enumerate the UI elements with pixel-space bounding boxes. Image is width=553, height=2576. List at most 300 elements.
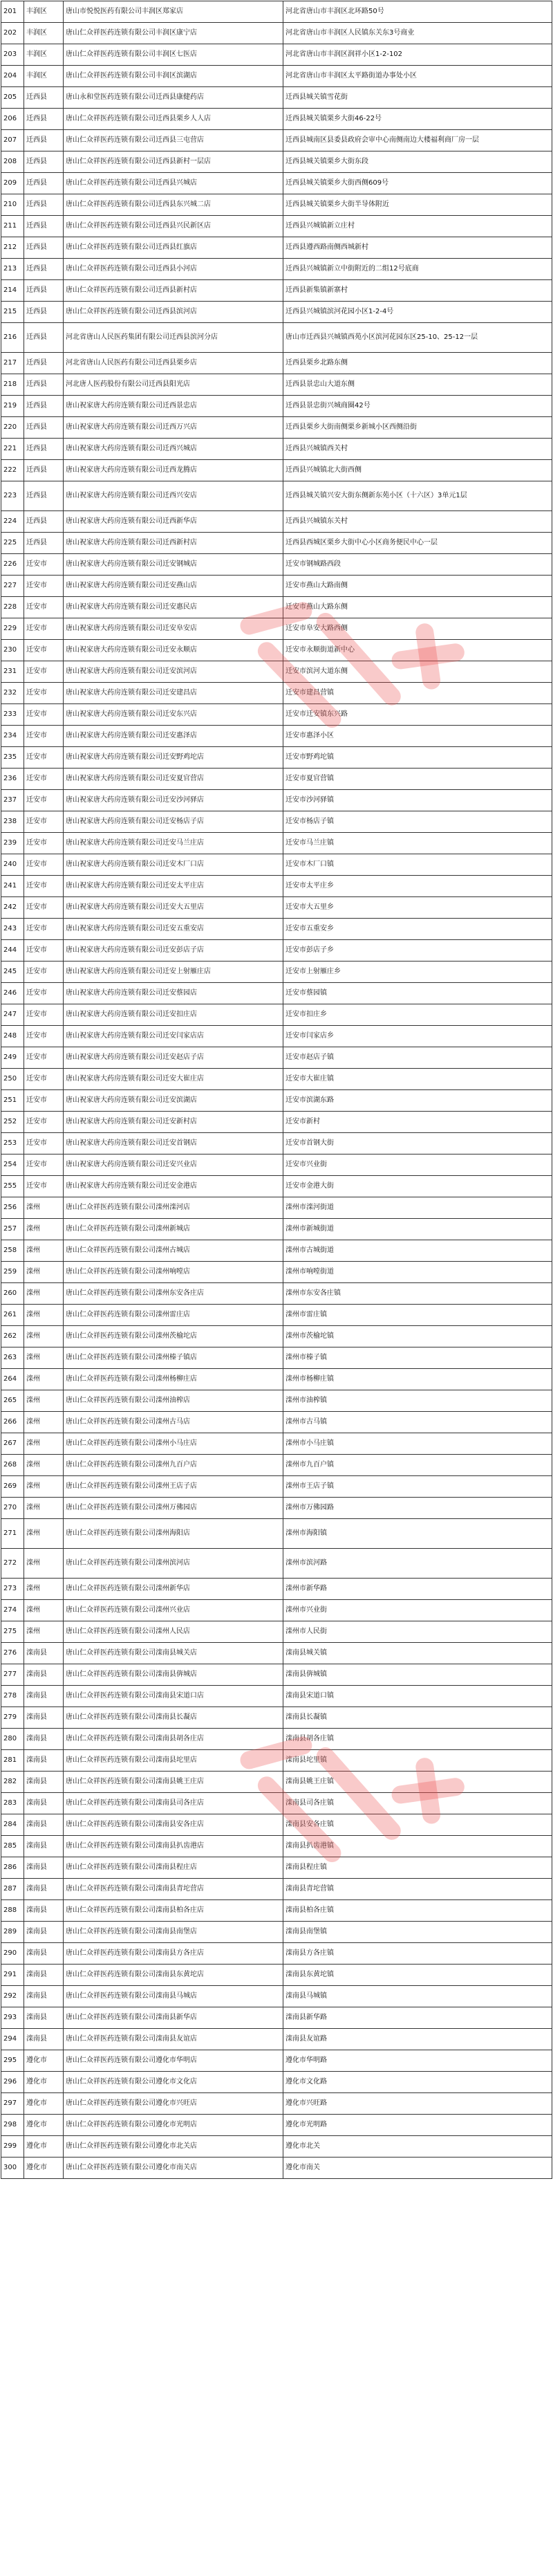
address-cell: 滦南县马城镇 [283,1986,552,2007]
district-cell: 滦南县 [24,1643,64,1664]
district-cell: 迁西县 [24,533,64,554]
address-cell: 迁安市五重安乡 [283,919,552,940]
row-number: 231 [1,661,24,683]
table-row [1,618,552,640]
row-number: 216 [1,323,24,353]
table-row [1,769,552,790]
table-row [1,109,552,130]
address-cell: 滦州市人民街 [283,1621,552,1643]
table-row [1,1369,552,1390]
district-cell: 迁安市 [24,1047,64,1069]
row-number: 206 [1,109,24,130]
district-cell: 滦南县 [24,1707,64,1729]
table-row [1,533,552,554]
store-name-cell: 唐山永和堂医药连锁有限公司迁西县康健药店 [64,87,283,109]
address-cell: 迁安市首钢大街 [283,1133,552,1154]
store-name-cell: 唐山仁众祥医药连锁有限公司滦南县司各庄店 [64,1793,283,1814]
row-number: 233 [1,704,24,726]
district-cell: 滦州 [24,1498,64,1519]
district-cell: 迁安市 [24,618,64,640]
row-number: 249 [1,1047,24,1069]
address-cell: 滦州市新城街道 [283,1219,552,1240]
row-number: 257 [1,1219,24,1240]
district-cell: 滦州 [24,1197,64,1219]
row-number: 293 [1,2007,24,2029]
district-cell: 滦南县 [24,1814,64,1836]
row-number: 261 [1,1305,24,1326]
district-cell: 迁安市 [24,854,64,876]
address-cell: 滦南县坨里镇 [283,1750,552,1772]
store-name-cell: 唐山仁众祥医药连锁有限公司滦南县胡各庄店 [64,1729,283,1750]
row-number: 269 [1,1476,24,1498]
table-row [1,1,552,23]
district-cell: 滦州 [24,1621,64,1643]
table-row [1,683,552,704]
district-cell: 迁安市 [24,962,64,983]
address-cell: 迁西县栗乡北路东侧 [283,353,552,374]
table-row [1,876,552,897]
district-cell: 迁西县 [24,417,64,439]
district-cell: 滦州 [24,1369,64,1390]
store-name-cell: 唐山祝家唐大药房连锁有限公司迁安马兰庄店 [64,833,283,854]
address-cell: 滦州市东安各庄镇 [283,1283,552,1305]
table-row [1,811,552,833]
store-name-cell: 唐山仁众祥医药连锁有限公司滦州雷庄店 [64,1305,283,1326]
district-cell: 滦州 [24,1390,64,1412]
district-cell: 遵化市 [24,2072,64,2093]
row-number: 276 [1,1643,24,1664]
table-row [1,704,552,726]
address-cell: 迁西县城关镇雪花街 [283,87,552,109]
store-name-cell: 唐山仁众祥医药连锁有限公司迁西县红旗店 [64,237,283,259]
district-cell: 迁安市 [24,1176,64,1197]
row-number: 258 [1,1240,24,1262]
address-cell: 滦南县南堡镇 [283,1922,552,1943]
address-cell: 迁安市大崔庄镇 [283,1069,552,1090]
row-number: 289 [1,1922,24,1943]
table-row [1,1498,552,1519]
table-row [1,1519,552,1549]
district-cell: 滦州 [24,1347,64,1369]
address-cell: 迁安市燕山大路南侧 [283,576,552,597]
address-cell: 滦州市茨榆坨镇 [283,1326,552,1347]
table-row [1,1549,552,1579]
table-row [1,1579,552,1600]
store-name-cell: 唐山仁众祥医药连锁有限公司滦南县程庄店 [64,1857,283,1879]
address-cell: 滦南县姚王庄镇 [283,1772,552,1793]
row-number: 295 [1,2050,24,2072]
table-row [1,1069,552,1090]
district-cell: 滦州 [24,1476,64,1498]
table-row [1,854,552,876]
address-cell: 滦南县友谊路 [283,2029,552,2050]
district-cell: 滦南县 [24,1772,64,1793]
row-number: 250 [1,1069,24,1090]
address-cell: 迁西县兴城镇北大街西侧 [283,460,552,481]
district-cell: 迁安市 [24,790,64,811]
table-row [1,1326,552,1347]
row-number: 272 [1,1549,24,1579]
row-number: 225 [1,533,24,554]
row-number: 232 [1,683,24,704]
store-name-cell: 唐山祝家唐大药房连锁有限公司迁安东兴店 [64,704,283,726]
address-cell: 遵化市北关 [283,2136,552,2158]
address-cell: 迁西县城关镇栗乡大街半导体附近 [283,194,552,216]
address-cell: 迁西县城关镇栗乡大街东段 [283,151,552,173]
address-cell: 迁安市迁安镇东兴路 [283,704,552,726]
store-name-cell: 唐山仁众祥医药连锁有限公司遵化市南关店 [64,2158,283,2179]
store-name-cell: 唐山仁众祥医药连锁有限公司迁西县兴民新区店 [64,216,283,237]
address-cell: 迁安市蔡园镇 [283,983,552,1004]
store-name-cell: 唐山仁众祥医药连锁有限公司滦南县宋道口店 [64,1686,283,1707]
table-row [1,1729,552,1750]
address-cell: 迁安市野鸡坨镇 [283,747,552,769]
table-row [1,2158,552,2179]
district-cell: 滦州 [24,1326,64,1347]
row-number: 236 [1,769,24,790]
district-cell: 迁西县 [24,302,64,323]
district-cell: 迁安市 [24,576,64,597]
row-number: 278 [1,1686,24,1707]
store-name-cell: 唐山祝家唐大药房连锁有限公司迁安建昌店 [64,683,283,704]
district-cell: 滦南县 [24,1664,64,1686]
store-name-cell: 唐山仁众祥医药连锁有限公司滦州响嘡店 [64,1262,283,1283]
store-name-cell: 唐山仁众祥医药连锁有限公司迁西县新村一层店 [64,151,283,173]
row-number: 297 [1,2093,24,2115]
row-number: 252 [1,1112,24,1133]
district-cell: 迁西县 [24,280,64,302]
address-cell: 迁西县景忠山大道东侧 [283,374,552,396]
row-number: 221 [1,439,24,460]
table-row [1,661,552,683]
row-number: 235 [1,747,24,769]
district-cell: 迁西县 [24,481,64,511]
address-cell: 滦州市小马庄镇 [283,1433,552,1455]
row-number: 271 [1,1519,24,1549]
store-name-cell: 唐山祝家唐大药房连锁有限公司迁安阜安店 [64,618,283,640]
row-number: 260 [1,1283,24,1305]
store-name-cell: 唐山仁众祥医药连锁有限公司滦州兴业店 [64,1600,283,1621]
store-name-cell: 唐山祝家唐大药房连锁有限公司迁西景忠店 [64,396,283,417]
store-name-cell: 唐山祝家唐大药房连锁有限公司迁安滨河店 [64,661,283,683]
table-row [1,280,552,302]
store-name-cell: 唐山祝家唐大药房连锁有限公司迁安扣庄店 [64,1004,283,1026]
store-table-body [1,1,552,2179]
table-row [1,1621,552,1643]
table-row [1,1750,552,1772]
store-name-cell: 唐山仁众祥医药连锁有限公司滦南县方各庄店 [64,1943,283,1965]
store-name-cell: 河北省唐山人民医药集团有限公司迁西县滨河分店 [64,323,283,353]
row-number: 212 [1,237,24,259]
store-name-cell: 唐山祝家唐大药房连锁有限公司迁安木厂口店 [64,854,283,876]
row-number: 247 [1,1004,24,1026]
table-row [1,2136,552,2158]
table-row [1,2072,552,2093]
table-row [1,597,552,618]
address-cell: 河北省唐山市丰润区太平路街道办事处小区 [283,66,552,87]
store-name-cell: 唐山仁众祥医药连锁有限公司滦南县马城店 [64,1986,283,2007]
district-cell: 滦南县 [24,1922,64,1943]
store-name-cell: 唐山祝家唐大药房连锁有限公司迁安首钢店 [64,1133,283,1154]
store-name-cell: 唐山祝家唐大药房连锁有限公司迁西兴安店 [64,481,283,511]
address-cell: 唐山市迁西县兴城镇西苑小区滨河花园东区25-10、25-12一层 [283,323,552,353]
address-cell: 滦南县青坨营镇 [283,1879,552,1900]
table-row [1,173,552,194]
district-cell: 迁安市 [24,1112,64,1133]
district-cell: 滦州 [24,1600,64,1621]
store-name-cell: 唐山祝家唐大药房连锁有限公司迁安夏官营店 [64,769,283,790]
row-number: 251 [1,1090,24,1112]
store-name-cell: 唐山祝家唐大药房连锁有限公司迁安大五里店 [64,897,283,919]
store-name-cell: 唐山仁众祥医药连锁有限公司滦州新城店 [64,1219,283,1240]
row-number: 220 [1,417,24,439]
store-name-cell: 唐山仁众祥医药连锁有限公司滦州茨榆坨店 [64,1326,283,1347]
district-cell: 迁西县 [24,511,64,533]
district-cell: 迁西县 [24,151,64,173]
row-number: 270 [1,1498,24,1519]
table-row [1,1112,552,1133]
address-cell: 迁西县遵西路南侧西城新村 [283,237,552,259]
row-number: 245 [1,962,24,983]
address-cell: 迁安市滨河大道东侧 [283,661,552,683]
store-name-cell: 唐山仁众祥医药连锁有限公司滦州小马庄店 [64,1433,283,1455]
row-number: 204 [1,66,24,87]
table-row [1,237,552,259]
address-cell: 滦南县新华路 [283,2007,552,2029]
store-name-cell: 唐山仁众祥医药连锁有限公司滦州东安各庄店 [64,1283,283,1305]
table-row [1,747,552,769]
district-cell: 迁西县 [24,323,64,353]
table-row [1,1686,552,1707]
table-row [1,726,552,747]
address-cell: 滦州市雷庄镇 [283,1305,552,1326]
row-number: 211 [1,216,24,237]
store-name-cell: 唐山祝家唐大药房连锁有限公司迁西兴城店 [64,439,283,460]
table-row [1,2029,552,2050]
row-number: 286 [1,1857,24,1879]
address-cell: 迁西县城南区县委县政府会审中心南侧南边大楼福利商厂房一层 [283,130,552,151]
table-row [1,833,552,854]
store-name-cell: 唐山祝家唐大药房连锁有限公司迁安金港店 [64,1176,283,1197]
row-number: 213 [1,259,24,280]
table-row [1,1197,552,1219]
store-name-cell: 唐山仁众祥医药连锁有限公司滦州滨河店 [64,1549,283,1579]
row-number: 255 [1,1176,24,1197]
address-cell: 迁安市阜安大路西侧 [283,618,552,640]
table-row [1,1857,552,1879]
address-cell: 迁安市惠泽小区 [283,726,552,747]
address-cell: 迁安市大五里乡 [283,897,552,919]
store-name-cell: 唐山仁众祥医药连锁有限公司滦南县安各庄店 [64,1814,283,1836]
store-table [1,1,552,2179]
row-number: 281 [1,1750,24,1772]
table-row [1,576,552,597]
store-list-sheet [1,1,552,2179]
store-name-cell: 唐山祝家唐大药房连锁有限公司迁安五重安店 [64,919,283,940]
store-name-cell: 唐山仁众祥医药连锁有限公司滦州人民店 [64,1621,283,1643]
store-name-cell: 唐山仁众祥医药连锁有限公司迁西县三屯营店 [64,130,283,151]
table-row [1,1965,552,1986]
district-cell: 滦州 [24,1412,64,1433]
address-cell: 滦州市滨河路 [283,1549,552,1579]
address-cell: 滦南县方各庄镇 [283,1943,552,1965]
district-cell: 迁安市 [24,661,64,683]
district-cell: 丰润区 [24,23,64,44]
row-number: 248 [1,1026,24,1047]
table-row [1,1283,552,1305]
store-name-cell: 唐山祝家唐大药房连锁有限公司迁安钢城店 [64,554,283,576]
district-cell: 滦南县 [24,1900,64,1922]
district-cell: 丰润区 [24,44,64,66]
district-cell: 迁西县 [24,173,64,194]
row-number: 210 [1,194,24,216]
address-cell: 迁安市滨湖东路 [283,1090,552,1112]
district-cell: 迁安市 [24,1154,64,1176]
store-name-cell: 唐山祝家唐大药房连锁有限公司迁安赵店子店 [64,1047,283,1069]
row-number: 290 [1,1943,24,1965]
store-name-cell: 唐山仁众祥医药连锁有限公司滦南县城关店 [64,1643,283,1664]
row-number: 291 [1,1965,24,1986]
row-number: 256 [1,1197,24,1219]
row-number: 300 [1,2158,24,2179]
row-number: 282 [1,1772,24,1793]
district-cell: 滦南县 [24,1943,64,1965]
district-cell: 丰润区 [24,1,64,23]
district-cell: 迁安市 [24,1069,64,1090]
store-name-cell: 唐山仁众祥医药连锁有限公司滦州新华店 [64,1579,283,1600]
table-row [1,1433,552,1455]
district-cell: 迁安市 [24,919,64,940]
table-row [1,1090,552,1112]
table-row [1,1133,552,1154]
district-cell: 遵化市 [24,2115,64,2136]
store-name-cell: 唐山祝家唐大药房连锁有限公司迁安野鸡坨店 [64,747,283,769]
row-number: 242 [1,897,24,919]
row-number: 277 [1,1664,24,1686]
district-cell: 迁安市 [24,940,64,962]
address-cell: 滦州市九百户镇 [283,1455,552,1476]
row-number: 268 [1,1455,24,1476]
store-name-cell: 唐山仁众祥医药连锁有限公司滦州油榨店 [64,1390,283,1412]
store-name-cell: 唐山祝家唐大药房连锁有限公司迁西万兴店 [64,417,283,439]
table-row [1,1176,552,1197]
row-number: 240 [1,854,24,876]
table-row [1,554,552,576]
store-name-cell: 唐山仁众祥医药连锁有限公司滦南县南堡店 [64,1922,283,1943]
district-cell: 迁安市 [24,1026,64,1047]
table-row [1,1047,552,1069]
store-name-cell: 唐山仁众祥医药连锁有限公司滦南县扒齿港店 [64,1836,283,1857]
table-row [1,1455,552,1476]
row-number: 284 [1,1814,24,1836]
row-number: 253 [1,1133,24,1154]
store-name-cell: 唐山仁众祥医药连锁有限公司滦州海阳店 [64,1519,283,1549]
table-row [1,1900,552,1922]
table-row [1,1476,552,1498]
store-name-cell: 唐山仁众祥医药连锁有限公司滦州王店子店 [64,1476,283,1498]
row-number: 285 [1,1836,24,1857]
address-cell: 迁安市马兰庄镇 [283,833,552,854]
district-cell: 滦南县 [24,1686,64,1707]
address-cell: 滦南县扒齿港镇 [283,1836,552,1857]
store-name-cell: 唐山仁众祥医药连锁有限公司滦南县青坨营店 [64,1879,283,1900]
district-cell: 迁安市 [24,833,64,854]
address-cell: 迁西县兴城镇滨河花园小区1-2-4号 [283,302,552,323]
address-cell: 迁安市扣庄乡 [283,1004,552,1026]
store-name-cell: 唐山仁众祥医药连锁有限公司滦南县坨里店 [64,1750,283,1772]
district-cell: 滦南县 [24,1729,64,1750]
row-number: 202 [1,23,24,44]
address-cell: 迁安市上射雁庄乡 [283,962,552,983]
table-row [1,417,552,439]
district-cell: 迁安市 [24,811,64,833]
district-cell: 滦南县 [24,1857,64,1879]
address-cell: 滦南县宋道口镇 [283,1686,552,1707]
district-cell: 迁安市 [24,640,64,661]
address-cell: 迁安市建昌营镇 [283,683,552,704]
district-cell: 迁安市 [24,769,64,790]
row-number: 298 [1,2115,24,2136]
address-cell: 迁西县城关镇栗乡大街46-22号 [283,109,552,130]
store-name-cell: 唐山仁众祥医药连锁有限公司滦州榛子镇店 [64,1347,283,1369]
district-cell: 迁安市 [24,897,64,919]
store-name-cell: 河北唐人医药股份有限公司迁西县阳光店 [64,374,283,396]
store-name-cell: 唐山祝家唐大药房连锁有限公司迁安永顺店 [64,640,283,661]
address-cell: 滦州市响嘡街道 [283,1262,552,1283]
store-name-cell: 唐山祝家唐大药房连锁有限公司迁安新村店 [64,1112,283,1133]
row-number: 275 [1,1621,24,1643]
table-row [1,66,552,87]
address-cell: 河北省唐山市丰润区润祥小区1-2-102 [283,44,552,66]
row-number: 254 [1,1154,24,1176]
address-cell: 迁安市金港大街 [283,1176,552,1197]
row-number: 244 [1,940,24,962]
address-cell: 滦州市油榨镇 [283,1390,552,1412]
row-number: 229 [1,618,24,640]
address-cell: 滦州市榛子镇 [283,1347,552,1369]
row-number: 241 [1,876,24,897]
table-row [1,481,552,511]
store-name-cell: 唐山祝家唐大药房连锁有限公司迁西新村店 [64,533,283,554]
store-name-cell: 唐山仁众祥医药连锁有限公司滦南县长凝店 [64,1707,283,1729]
district-cell: 滦南县 [24,1879,64,1900]
row-number: 222 [1,460,24,481]
store-name-cell: 唐山祝家唐大药房连锁有限公司迁安惠民店 [64,597,283,618]
row-number: 207 [1,130,24,151]
district-cell: 滦州 [24,1219,64,1240]
address-cell: 滦州市王店子镇 [283,1476,552,1498]
store-name-cell: 唐山仁众祥医药连锁有限公司丰润区康宁店 [64,23,283,44]
table-row [1,640,552,661]
table-row [1,439,552,460]
table-row [1,1004,552,1026]
district-cell: 迁安市 [24,747,64,769]
district-cell: 迁西县 [24,259,64,280]
store-name-cell: 唐山祝家唐大药房连锁有限公司迁安燕山店 [64,576,283,597]
district-cell: 迁西县 [24,460,64,481]
row-number: 299 [1,2136,24,2158]
address-cell: 迁安市杨店子镇 [283,811,552,833]
district-cell: 滦州 [24,1433,64,1455]
store-name-cell: 唐山祝家唐大药房连锁有限公司迁安上射雁庄店 [64,962,283,983]
district-cell: 迁西县 [24,194,64,216]
district-cell: 迁安市 [24,726,64,747]
district-cell: 迁西县 [24,353,64,374]
district-cell: 迁西县 [24,396,64,417]
address-cell: 迁西县城关镇栗乡大街西侧609号 [283,173,552,194]
table-row [1,151,552,173]
district-cell: 迁西县 [24,439,64,460]
